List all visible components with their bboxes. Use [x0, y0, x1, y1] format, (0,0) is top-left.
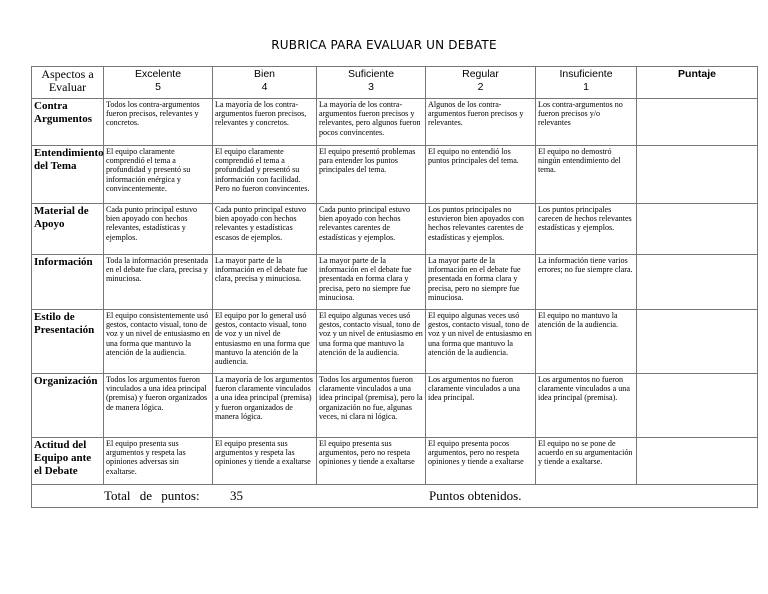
- criterion-label: Contra Argumentos: [32, 99, 104, 146]
- level-header-bien: [213, 67, 317, 99]
- descriptor-cell: El equipo algunas veces usó gestos, contacto visual, tono de voz y un nivel de entusiasmo en una forma que mantuvo la atención de la audiencia.: [426, 310, 536, 374]
- aspects-header-line1: Aspectos a: [41, 67, 94, 81]
- criterion-label: Estilo de Presentación: [32, 310, 104, 374]
- total-value: 35: [230, 488, 243, 503]
- level-points: 3: [368, 81, 374, 93]
- level-name: Bien: [253, 68, 275, 80]
- criterion-label: Información: [32, 255, 104, 310]
- level-header-insuficiente: [536, 67, 637, 99]
- level-name: Regular: [462, 68, 499, 80]
- descriptor-cell: Los argumentos no fueron claramente vinculados a una idea principal.: [426, 374, 536, 438]
- score-cell[interactable]: [637, 204, 758, 255]
- descriptor-cell: El equipo no entendió los puntos principales del tema.: [426, 146, 536, 204]
- descriptor-cell: Todos los argumentos fueron vinculados a una idea principal (premisa) y fueron organizados de manera lógica.: [104, 374, 213, 438]
- header-row: [32, 67, 758, 99]
- descriptor-cell: La mayoría de los contra-argumentos fueron precisos, relevantes y concretos.: [213, 99, 317, 146]
- descriptor-cell: Los puntos principales carecen de hechos relevantes estadísticas y ejemplos.: [536, 204, 637, 255]
- table-row: [32, 146, 758, 204]
- descriptor-cell: El equipo no mantuvo la atención de la audiencia.: [536, 310, 637, 374]
- descriptor-cell: La información tiene varios errores; no fue siempre clara.: [536, 255, 637, 310]
- footer-row: [32, 485, 758, 508]
- table-row: [32, 99, 758, 146]
- score-header: Puntaje: [637, 67, 758, 99]
- table-row: [32, 438, 758, 485]
- page-title: RUBRICA PARA EVALUAR UN DEBATE: [271, 38, 497, 52]
- descriptor-cell: El equipo no demostró ningún entendimiento del tema.: [536, 146, 637, 204]
- descriptor-cell: Cada punto principal estuvo bien apoyado con hechos relevantes y estadísticas escasos de ejemplos.: [213, 204, 317, 255]
- level-name: Suficiente: [347, 68, 395, 80]
- criterion-label: Organización: [32, 374, 104, 438]
- descriptor-cell: El equipo presenta sus argumentos, pero no respeta opiniones y tiende a exaltarse: [317, 438, 426, 485]
- descriptor-cell: Toda la información presentada en el debate fue clara, precisa y minuciosa.: [104, 255, 213, 310]
- descriptor-cell: El equipo consistentemente usó gestos, contacto visual, tono de voz y un nivel de entusiasmo en una forma que mantuvo la atención de la audiencia.: [104, 310, 213, 374]
- table-row: [32, 374, 758, 438]
- obtained-label: Puntos obtenidos.: [429, 488, 522, 503]
- descriptor-cell: El equipo algunas veces usó gestos, contacto visual, tono de voz y un nivel de entusiasmo en una forma que mantuvo la atención de la audiencia.: [317, 310, 426, 374]
- score-cell[interactable]: [637, 438, 758, 485]
- descriptor-cell: La mayor parte de la información en el debate fue clara, precisa y minuciosa.: [213, 255, 317, 310]
- descriptor-cell: La mayoría de los contra-argumentos fueron precisos y relevantes, pero algunos fueron pocos convincentes.: [317, 99, 426, 146]
- descriptor-cell: El equipo presentó problemas para entender los puntos principales del tema.: [317, 146, 426, 204]
- level-name: Insuficiente: [559, 68, 613, 80]
- aspects-header: [32, 67, 104, 99]
- level-name: Excelente: [134, 68, 182, 80]
- criterion-label: Actitud del Equipo ante el Debate: [32, 438, 104, 485]
- descriptor-cell: La mayor parte de la información en el debate fue presentada en forma clara y precisa, pero no siempre fue minuciosa.: [426, 255, 536, 310]
- descriptor-cell: La mayor parte de la información en el debate fue presentada en forma clara y precisa, pero no siempre fue minuciosa.: [317, 255, 426, 310]
- descriptor-cell: El equipo por lo general usó gestos, contacto visual, tono de voz y un nivel de entusiasmo en una forma que mantuvo la atención de la audiencia.: [213, 310, 317, 374]
- criterion-label: Material de Apoyo: [32, 204, 104, 255]
- descriptor-cell: El equipo presenta pocos argumentos, pero no respeta opiniones y tiende a exaltarse: [426, 438, 536, 485]
- table-row: [32, 310, 758, 374]
- score-cell[interactable]: [637, 374, 758, 438]
- score-cell[interactable]: [637, 255, 758, 310]
- aspects-header-line2: Evaluar: [48, 80, 87, 94]
- level-header-regular: [426, 67, 536, 99]
- level-points: 1: [583, 81, 589, 93]
- total-label: Total de puntos:: [104, 488, 200, 503]
- descriptor-cell: Los argumentos no fueron claramente vinculados a una idea principal (premisa).: [536, 374, 637, 438]
- descriptor-cell: Cada punto principal estuvo bien apoyado con hechos relevantes carentes de estadísticas y ejemplos.: [317, 204, 426, 255]
- descriptor-cell: El equipo claramente comprendió el tema a profundidad y presentó su información con facilidad. Pero no fueron convincentes.: [213, 146, 317, 204]
- descriptor-cell: Los contra-argumentos no fueron precisos y/o relevantes: [536, 99, 637, 146]
- table-row: [32, 204, 758, 255]
- level-points: 5: [155, 81, 161, 93]
- rubric-table: [31, 66, 758, 508]
- descriptor-cell: El equipo claramente comprendió el tema a profundidad y presentó su información enérgica y convincentemente.: [104, 146, 213, 204]
- descriptor-cell: El equipo no se pone de acuerdo en su argumentación y tiende a exaltarse.: [536, 438, 637, 485]
- level-points: 4: [261, 81, 268, 93]
- descriptor-cell: Cada punto principal estuvo bien apoyado con hechos relevantes, estadísticas y ejemplos.: [104, 204, 213, 255]
- descriptor-cell: Todos los contra-argumentos fueron precisos, relevantes y concretos.: [104, 99, 213, 146]
- score-cell[interactable]: [637, 99, 758, 146]
- score-cell[interactable]: [637, 310, 758, 374]
- score-cell[interactable]: [637, 146, 758, 204]
- descriptor-cell: El equipo presenta sus argumentos y respeta las opiniones adversas sin exaltarse.: [104, 438, 213, 485]
- descriptor-cell: Algunos de los contra-argumentos fueron precisos y relevantes.: [426, 99, 536, 146]
- table-row: [32, 255, 758, 310]
- level-header-suficiente: [317, 67, 426, 99]
- descriptor-cell: El equipo presenta sus argumentos y respeta las opiniones y tiende a exaltarse: [213, 438, 317, 485]
- descriptor-cell: Los puntos principales no estuvieron bien apoyados con hechos relevantes carentes de estadísticas y ejemplos.: [426, 204, 536, 255]
- level-header-excelente: [104, 67, 213, 99]
- criterion-label: Entendimiento del Tema: [32, 146, 104, 204]
- level-points: 2: [477, 81, 484, 93]
- descriptor-cell: Todos los argumentos fueron claramente vinculados a una idea principal (premisa), pero la organización no fue, algunas veces, ni clara ni lógica.: [317, 374, 426, 438]
- descriptor-cell: La mayoría de los argumentos fueron claramente vinculados a una idea principal (premisa) y fueron organizados de manera lógica.: [213, 374, 317, 438]
- footer-cell: [32, 485, 758, 508]
